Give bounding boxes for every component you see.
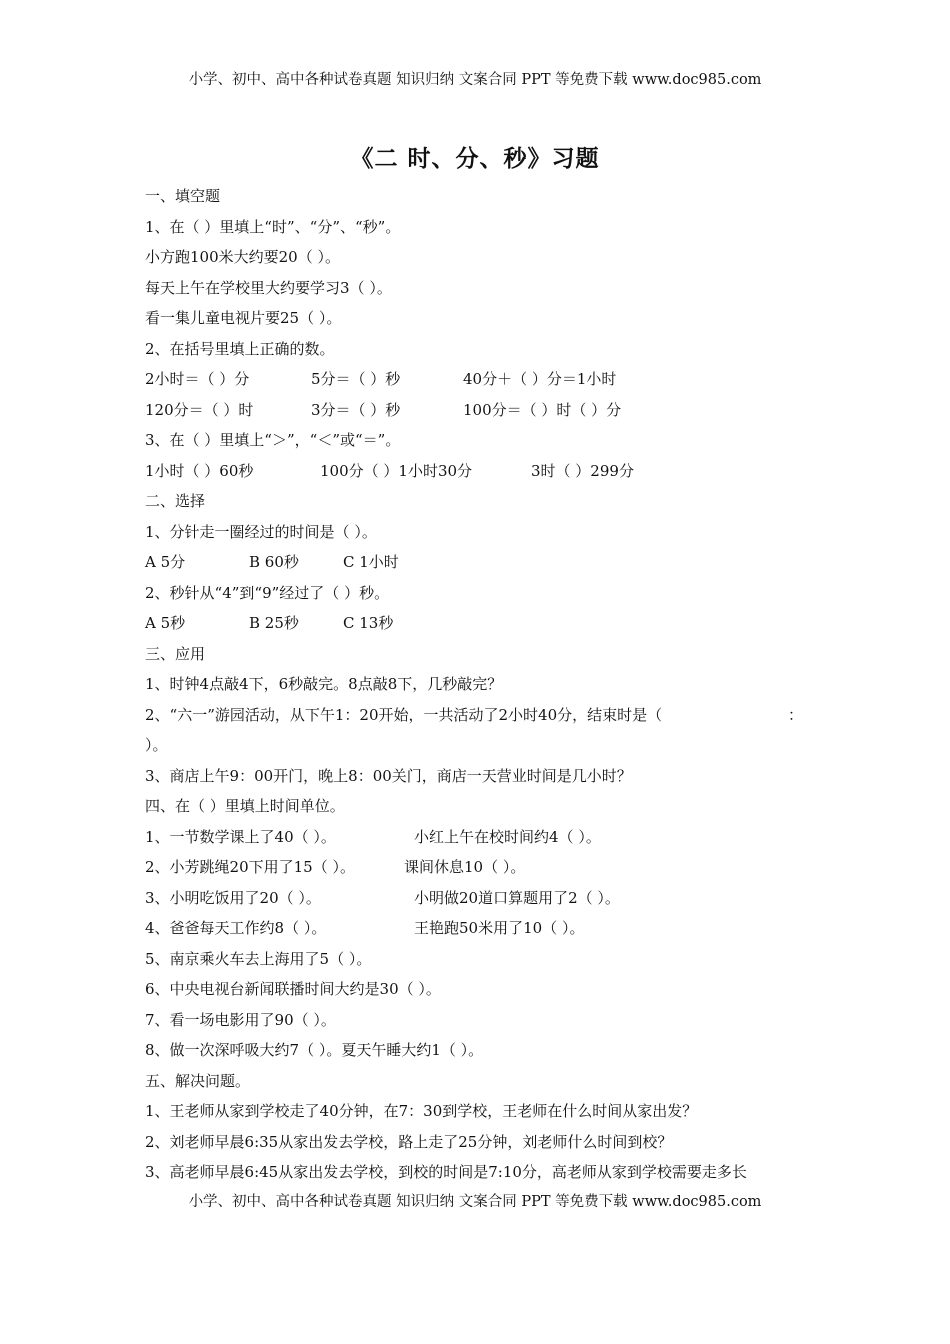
text-line	[145, 944, 813, 975]
text-segment: 小红上午在校时间约4（ ）。	[414, 827, 601, 846]
text-line	[145, 212, 813, 243]
page-header: 小学、初中、高中各种试卷真题 知识归纳 文案合同 PPT 等免费下载 www.doc985.com	[188, 72, 762, 88]
worksheet-body	[145, 181, 813, 1188]
text-line	[145, 608, 813, 639]
text-line	[145, 1157, 813, 1188]
text-segment: 2小时＝（ ）分	[145, 370, 250, 388]
text-segment: 小方跑100米大约要20（ ）。	[145, 248, 340, 266]
text-segment: 6、中央电视台新闻联播时间大约是30（ ）。	[145, 980, 441, 998]
text-segment: ）。	[145, 736, 168, 754]
text-line	[145, 822, 813, 853]
text-segment: 4、爸爸每天工作约8（ ）。	[145, 919, 327, 937]
text-segment: 1、王老师从家到学校走了40分钟，在7：30到学校，王老师在什么时间从家出发？	[145, 1102, 698, 1120]
text-line	[145, 974, 813, 1005]
text-segment: 王艳跑50米用了10（ ）。	[414, 919, 585, 937]
text-line	[145, 334, 813, 365]
text-segment: 3分＝（ ）秒	[311, 400, 401, 419]
text-segment: 每天上午在学校里大约要学习3（ ）。	[145, 278, 392, 297]
text-line	[145, 547, 813, 578]
text-line	[145, 700, 813, 731]
page-footer: 小学、初中、高中各种试卷真题 知识归纳 文案合同 PPT 等免费下载 www.doc985.com	[188, 1194, 762, 1210]
text-line	[145, 913, 813, 944]
text-segment: B 25秒	[249, 614, 299, 632]
text-segment: C 1小时	[343, 553, 399, 571]
text-line	[145, 1066, 813, 1097]
text-segment: 1、分针走一圈经过的时间是（ ）。	[145, 522, 377, 541]
text-line	[145, 852, 813, 883]
text-segment: 课间休息10（ ）。	[404, 858, 526, 876]
text-segment: 二、选择	[145, 492, 206, 510]
text-line	[145, 1096, 813, 1127]
text-segment: 3、商店上午9：00开门，晚上8：00关门，商店一天营业时间是几小时？	[145, 766, 632, 785]
text-line	[145, 1127, 813, 1158]
text-line	[145, 456, 813, 487]
text-segment: 120分＝（ ）时	[145, 400, 254, 419]
text-line	[145, 761, 813, 792]
text-segment: 3、高老师早晨6:45从家出发去学校，到校的时间是7:10分，高老师从家到学校需要走多长	[145, 1163, 747, 1181]
text-line	[145, 364, 813, 395]
text-segment: C 13秒	[343, 614, 394, 632]
text-segment: 100分＝（ ）时（ ）分	[463, 400, 622, 419]
text-line	[145, 486, 813, 517]
text-line	[145, 181, 813, 212]
text-segment: 7、看一场电影用了90（ ）。	[145, 1010, 336, 1029]
text-line	[145, 425, 813, 456]
text-segment: 2、刘老师早晨6:35从家出发去学校，路上走了25分钟，刘老师什么时间到校？	[145, 1132, 673, 1151]
text-line	[145, 242, 813, 273]
text-segment: 五、解决问题。	[145, 1071, 251, 1090]
text-segment: A 5分	[145, 553, 186, 571]
text-line	[145, 791, 813, 822]
text-segment: B 60秒	[249, 553, 299, 571]
text-segment: 1、时钟4点敲4下，6秒敲完。8点敲8下，几秒敲完？	[145, 675, 503, 693]
text-segment: 1、一节数学课上了40（ ）。	[145, 827, 336, 846]
text-segment: A 5秒	[145, 614, 186, 632]
text-segment: 1、在（ ）里填上“时”、“分”、“秒”。	[145, 217, 401, 236]
text-segment: 5、南京乘火车去上海用了5（ ）。	[145, 949, 372, 968]
text-line	[145, 303, 813, 334]
text-segment: 3时（ ）299分	[531, 461, 634, 480]
text-segment: 2、小芳跳绳20下用了15（ ）。	[145, 858, 355, 876]
text-segment: 三、应用	[145, 644, 206, 663]
text-segment: 40分＋（ ）分＝1小时	[463, 370, 617, 388]
text-segment: 8、做一次深呼吸大约7（ ）。夏天午睡大约1（ ）。	[145, 1041, 484, 1059]
text-segment: 2、“六一”游园活动，从下午1：20开始，一共活动了2小时40分，结束时是（	[145, 705, 663, 724]
text-segment: 四、在（ ）里填上时间单位。	[145, 797, 345, 815]
text-line	[145, 730, 813, 761]
text-segment: 1小时（ ）60秒	[145, 461, 254, 480]
text-line	[145, 395, 813, 426]
text-segment: 2、在括号里填上正确的数。	[145, 339, 335, 358]
text-line	[145, 883, 813, 914]
text-line	[145, 669, 813, 700]
text-line	[145, 517, 813, 548]
text-segment: 小明做20道口算题用了2（ ）。	[414, 888, 620, 907]
text-segment: 100分（ ）1小时30分	[320, 461, 473, 480]
text-segment: 3、在（ ）里填上“＞”，“＜”或“＝”。	[145, 431, 401, 449]
text-segment: 3、小明吃饭用了20（ ）。	[145, 888, 321, 907]
text-segment: 5分＝（ ）秒	[311, 370, 401, 388]
text-line	[145, 639, 813, 670]
text-line	[145, 273, 813, 304]
text-segment: 一、填空题	[145, 187, 221, 205]
text-segment: 看一集儿童电视片要25（ ）。	[145, 309, 342, 327]
text-line	[145, 1005, 813, 1036]
text-line	[145, 1035, 813, 1066]
text-segment: ：	[788, 705, 804, 724]
text-line	[145, 578, 813, 609]
page-title: 《二 时、分、秒》习题	[350, 146, 600, 172]
text-segment: 2、秒针从“4”到“9”经过了（ ）秒。	[145, 583, 390, 602]
